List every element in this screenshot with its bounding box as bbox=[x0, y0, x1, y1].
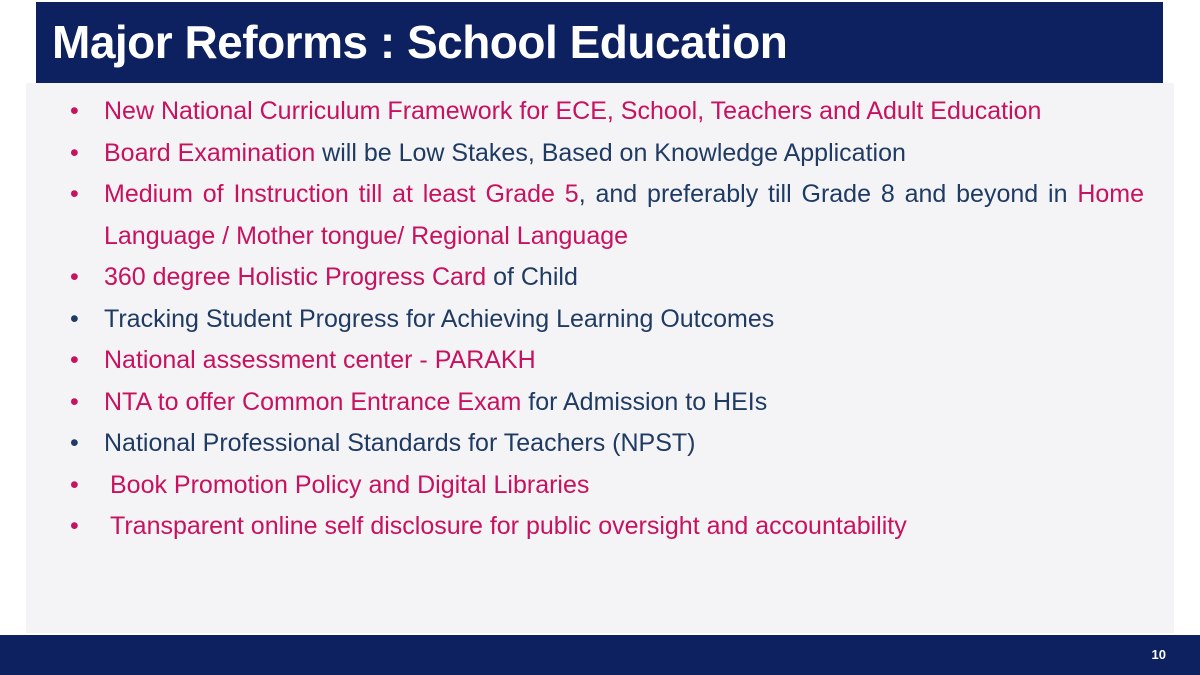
bullet-item-book-promotion bbox=[26, 465, 1174, 507]
bullet-text: for Admission to HEIs bbox=[521, 387, 768, 416]
bullet-item-medium-of-instruction bbox=[26, 174, 1174, 257]
bullet-text: New National Curriculum Framework for ECE, School, Teachers and Adult Education bbox=[104, 97, 1042, 125]
bullet-text-highlight: Board Examination bbox=[104, 138, 316, 167]
bullet-dot: • bbox=[70, 304, 79, 333]
bullet-dot: • bbox=[70, 346, 79, 374]
bullet-item-board-exam bbox=[26, 133, 1174, 175]
bullet-text: Tracking Student Progress for Achieving Learning Outcomes bbox=[104, 304, 775, 333]
footer-bar bbox=[0, 635, 1200, 675]
bullet-text: National assessment center - PARAKH bbox=[104, 346, 536, 374]
bullet-item-progress-card bbox=[26, 257, 1174, 299]
title-bar bbox=[36, 2, 1163, 83]
bullet-dot: • bbox=[70, 512, 79, 540]
page-number: 10 bbox=[1151, 647, 1166, 662]
bullet-item-self-disclosure bbox=[26, 506, 1174, 548]
bullet-dot: • bbox=[70, 470, 79, 499]
bullet-text: will be Low Stakes, Based on Knowledge Application bbox=[315, 138, 906, 167]
bullet-list bbox=[26, 91, 1174, 548]
bullet-text: of Child bbox=[486, 263, 578, 291]
bullet-text-highlight: Medium of Instruction till at least Grade 5 bbox=[104, 180, 579, 208]
bullet-dot: • bbox=[70, 429, 79, 457]
bullet-text: , and preferably till Grade 8 and beyond in bbox=[578, 180, 1078, 208]
bullet-text: National Professional Standards for Teachers (NPST) bbox=[104, 429, 696, 457]
slide-title: Major Reforms : School Education bbox=[52, 16, 788, 68]
bullet-dot: • bbox=[70, 263, 79, 291]
bullet-text-highlight: Home Language / Mother tongue/ Regional Language bbox=[104, 180, 1145, 250]
bullet-dot: • bbox=[70, 387, 79, 416]
bullet-item-nta-exam bbox=[26, 382, 1174, 424]
bullet-dot: • bbox=[70, 97, 79, 125]
bullet-item-npst bbox=[26, 423, 1174, 465]
bullet-text: Transparent online self disclosure for public oversight and accountability bbox=[110, 512, 907, 540]
bullet-item-tracking-progress bbox=[26, 299, 1174, 341]
bullet-item-parakh bbox=[26, 340, 1174, 382]
bullet-text: Book Promotion Policy and Digital Libraries bbox=[110, 470, 590, 499]
bullet-text-highlight: 360 degree Holistic Progress Card bbox=[104, 263, 487, 291]
content-panel bbox=[26, 83, 1174, 633]
bullet-item-curriculum bbox=[26, 91, 1174, 133]
bullet-dot: • bbox=[70, 138, 79, 167]
bullet-dot: • bbox=[70, 180, 79, 208]
bullet-text-highlight: NTA to offer Common Entrance Exam bbox=[104, 387, 522, 416]
